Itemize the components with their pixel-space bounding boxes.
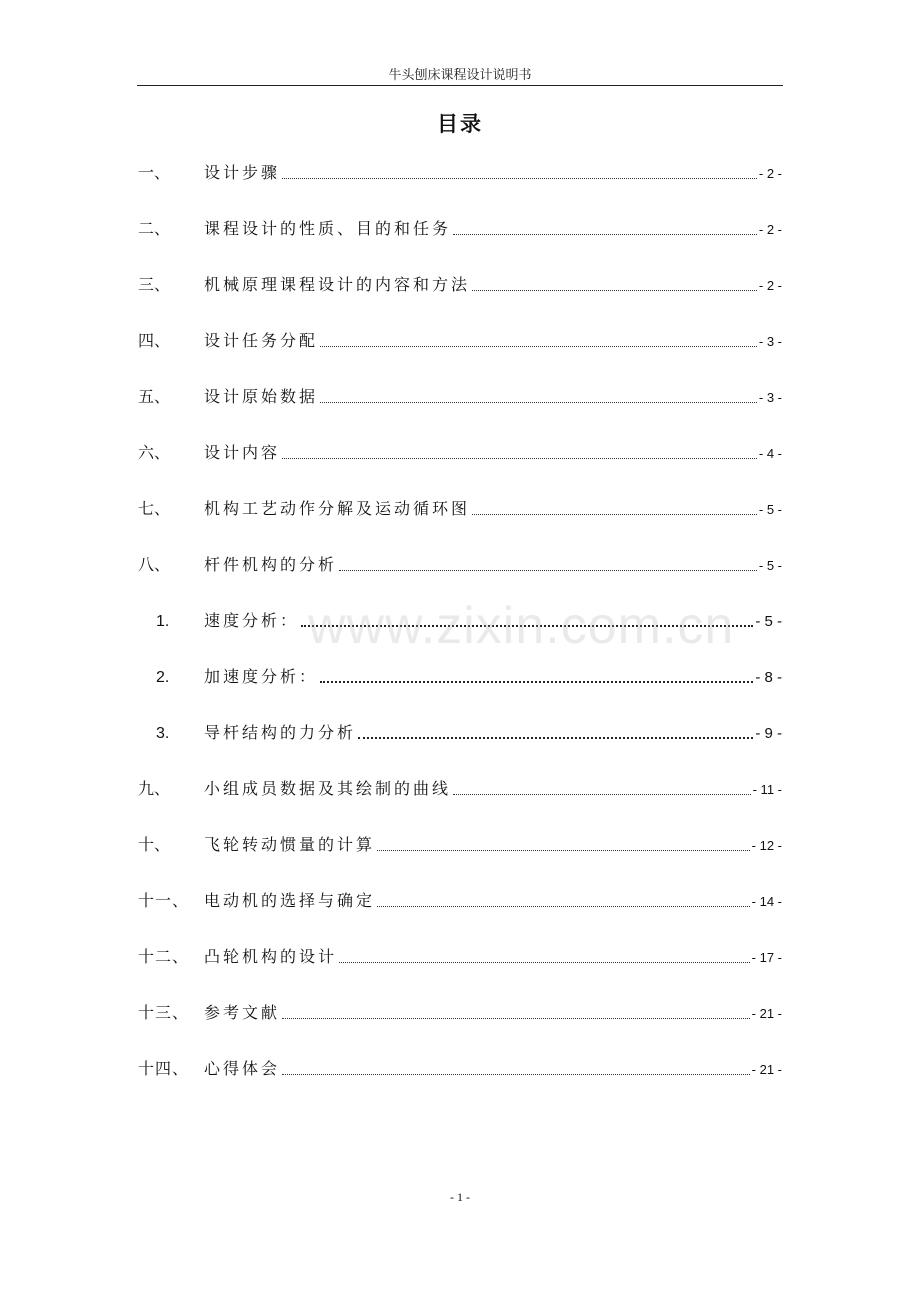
toc-entry-page: - 17 - [751, 950, 782, 965]
toc-entry[interactable] [138, 216, 782, 242]
toc-entry[interactable] [138, 552, 782, 578]
toc-entry-label: 杆件机构的分析 [204, 555, 338, 574]
toc-entry-page: - 3 - [758, 390, 782, 405]
toc-entry-label: 电动机的选择与确定 [204, 891, 376, 910]
toc-leader-dots [339, 962, 750, 963]
toc-entry-page: - 5 - [758, 558, 782, 573]
toc-entry-number: 十二、 [138, 947, 190, 966]
toc-entry-label: 设计内容 [204, 443, 281, 462]
toc-entry[interactable] [138, 160, 782, 186]
toc-entry-page: - 5 - [758, 502, 782, 517]
toc-entry-page: - 11 - [752, 782, 782, 797]
toc-entry-label: 机构工艺动作分解及运动循环图 [204, 499, 471, 518]
toc-leader-dots [282, 1018, 750, 1019]
toc-leader-dots [320, 346, 757, 347]
toc-entry-label: 心得体会 [204, 1059, 281, 1078]
toc-entry-number: 九、 [138, 779, 171, 798]
toc-entry-label: 速度分析： [204, 611, 300, 630]
toc-entry-number: 六、 [138, 443, 171, 462]
toc-entry-label: 加速度分析： [204, 667, 319, 686]
toc-entry-number: 3. [156, 725, 170, 742]
toc-leader-dots [377, 850, 750, 851]
toc-entry-page: - 5 - [755, 613, 782, 630]
toc-entry-number: 四、 [138, 331, 171, 350]
toc-entry[interactable] [138, 384, 782, 410]
toc-entry[interactable] [138, 776, 782, 802]
running-header: 牛头刨床课程设计说明书 [388, 68, 532, 83]
toc-entry[interactable] [138, 888, 782, 914]
header-rule [137, 85, 783, 86]
toc-entry-page: - 3 - [758, 334, 782, 349]
toc-entry-number: 2. [156, 669, 170, 686]
toc-entry-page: - 4 - [758, 446, 782, 461]
toc-entry-page: - 9 - [755, 725, 782, 742]
toc-entry[interactable] [138, 1000, 782, 1026]
toc-entry-page: - 2 - [758, 166, 782, 181]
toc-entry-number: 二、 [138, 219, 171, 238]
toc-entry-label: 小组成员数据及其绘制的曲线 [204, 779, 452, 798]
toc-leader-dots [320, 402, 757, 403]
toc-leader-dots [282, 1074, 750, 1075]
watermark: www.zixin.com.cn [308, 597, 735, 655]
toc-entry-number: 十四、 [138, 1059, 190, 1078]
toc-entry[interactable] [138, 328, 782, 354]
toc-entry[interactable] [138, 832, 782, 858]
toc-entry-number: 三、 [138, 275, 171, 294]
toc-entry-label: 设计步骤 [204, 163, 281, 182]
toc-entry-number: 十三、 [138, 1003, 190, 1022]
toc-entry-number: 一、 [138, 163, 171, 182]
toc-entry-label: 飞轮转动惯量的计算 [204, 835, 376, 854]
toc-entry[interactable] [138, 1056, 782, 1082]
toc-leader-dots [453, 794, 751, 795]
toc-entry-number: 十一、 [138, 891, 190, 910]
toc-leader-dots [320, 681, 753, 683]
toc-entry-label: 课程设计的性质、目的和任务 [204, 219, 452, 238]
toc-entry-page: - 8 - [755, 669, 782, 686]
toc-entry-label: 导杆结构的力分析 [204, 723, 357, 742]
toc-entry[interactable] [138, 272, 782, 298]
toc-leader-dots [453, 234, 757, 235]
toc-entry-page: - 2 - [758, 278, 782, 293]
toc-entry-label: 设计任务分配 [204, 331, 319, 350]
toc-leader-dots [472, 290, 757, 291]
toc-entry-label: 机械原理课程设计的内容和方法 [204, 275, 471, 294]
toc-leader-dots [377, 906, 750, 907]
toc-subentry[interactable] [138, 664, 782, 690]
footer-page-number: - 1 - [450, 1190, 470, 1204]
toc-title: 目录 [437, 112, 483, 136]
toc-entry-page: - 2 - [758, 222, 782, 237]
toc-leader-dots [472, 514, 757, 515]
toc-entry-label: 参考文献 [204, 1003, 281, 1022]
toc-entry-page: - 21 - [751, 1006, 782, 1021]
toc-entry-number: 五、 [138, 387, 171, 406]
toc-leader-dots [301, 625, 753, 627]
toc-entry-number: 七、 [138, 499, 171, 518]
toc-entry-page: - 14 - [751, 894, 782, 909]
toc-entry-label: 设计原始数据 [204, 387, 319, 406]
toc-entry-number: 十、 [138, 835, 171, 854]
toc-entry[interactable] [138, 944, 782, 970]
toc-leader-dots [339, 570, 757, 571]
toc-entry-number: 八、 [138, 555, 171, 574]
toc-entry-page: - 12 - [751, 838, 782, 853]
toc-entry-label: 凸轮机构的设计 [204, 947, 338, 966]
toc-entry-number: 1. [156, 613, 170, 630]
toc-entry[interactable] [138, 440, 782, 466]
toc-subentry[interactable] [138, 720, 782, 746]
toc-leader-dots [282, 458, 757, 459]
toc-entry-page: - 21 - [751, 1062, 782, 1077]
toc-entry[interactable] [138, 496, 782, 522]
toc-leader-dots [282, 178, 757, 179]
toc-leader-dots [358, 737, 753, 739]
toc-subentry[interactable] [138, 608, 782, 634]
